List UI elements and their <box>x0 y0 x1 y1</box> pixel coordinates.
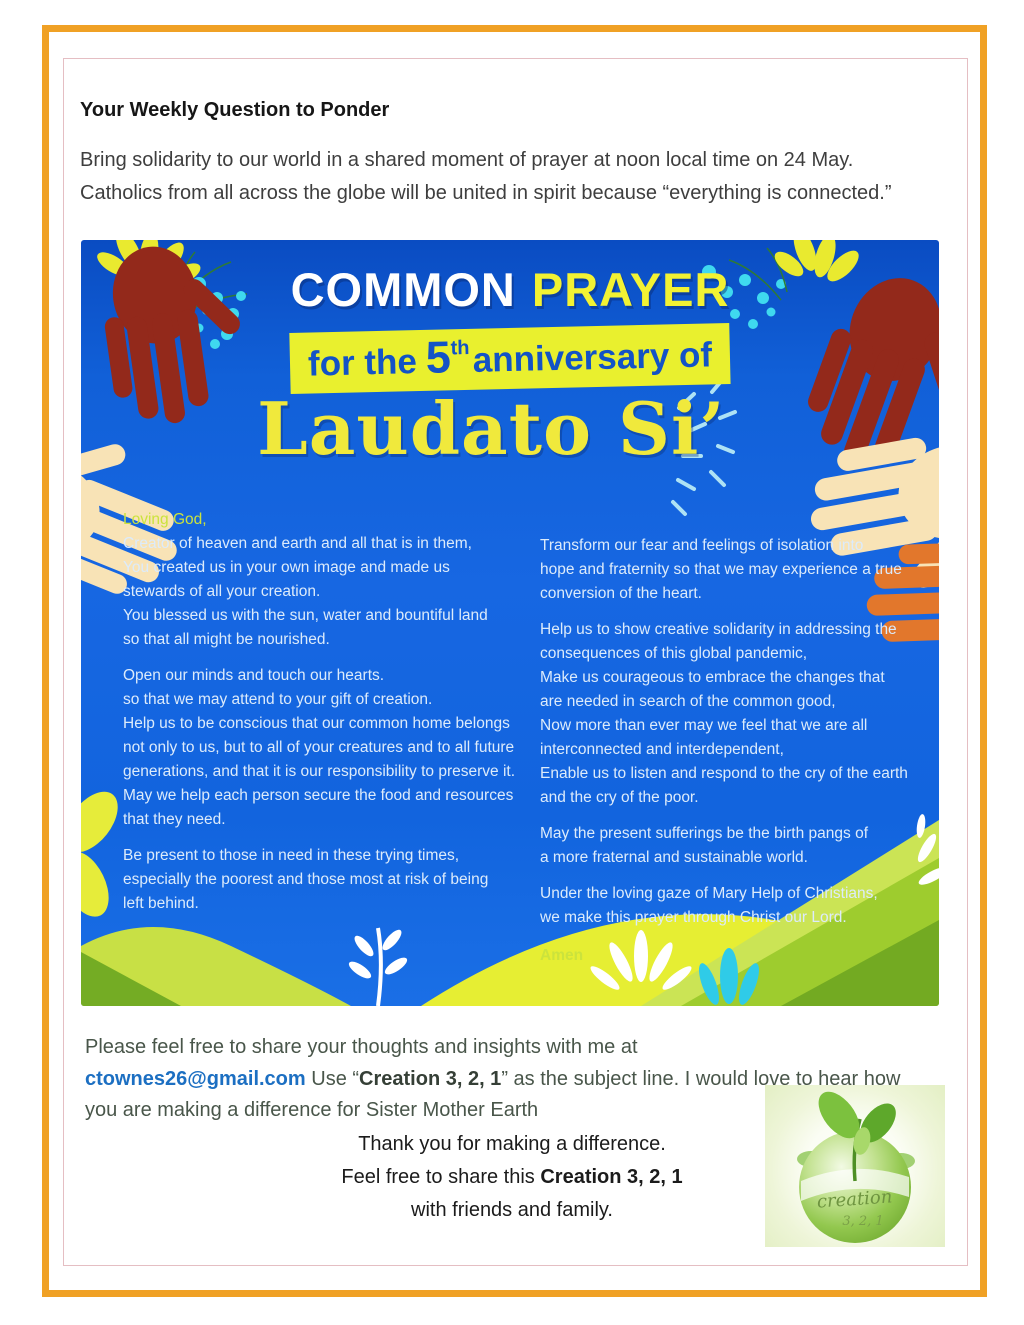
prayer-line: May the present sufferings be the birth pangs of <box>540 825 868 842</box>
prayer-paragraph <box>123 664 527 832</box>
share-mid: Use “ <box>305 1067 360 1090</box>
email-link[interactable]: ctownes26@gmail.com <box>85 1067 306 1090</box>
prayer-paragraph <box>540 882 939 930</box>
prayer-line: interconnected and interdependent, <box>540 741 784 758</box>
closing-line-3: with friends and family. <box>411 1199 613 1221</box>
prayer-line: Transform our fear and feelings of isolation into <box>540 537 864 554</box>
prayer-paragraph <box>123 532 527 652</box>
subtitle-prefix: for the <box>307 342 418 384</box>
prayer-line: conversion of the heart. <box>540 585 702 602</box>
subtitle-ordinal: th <box>450 336 470 360</box>
prayer-salutation: Loving God, <box>123 511 207 528</box>
globe-caption: creation <box>816 1186 894 1213</box>
prayer-column-left <box>123 508 527 928</box>
white-sprig-icon <box>346 927 409 1006</box>
prayer-line: a more fraternal and sustainable world. <box>540 849 808 866</box>
poster-main-title: Laudato Si’ <box>257 386 726 471</box>
globe-caption-numbers: 3, 2, 1 <box>842 1214 884 1229</box>
prayer-line: You blessed us with the sun, water and bountiful land <box>123 607 488 624</box>
prayer-line: especially the poorest and those most at risk of being <box>123 871 489 888</box>
prayer-line: so that we may attend to your gift of creation. <box>123 691 433 708</box>
closing-line-2-text: Feel free to share this <box>341 1166 541 1188</box>
closing-line-1: Thank you for making a difference. <box>358 1133 666 1155</box>
prayer-line: You created us in your own image and made us <box>123 559 450 576</box>
prayer-line: May we help each person secure the food and resources <box>123 787 514 804</box>
prayer-paragraph <box>540 618 939 810</box>
prayer-line: Help us to show creative solidarity in addressing the <box>540 621 897 638</box>
prayer-line: Enable us to listen and respond to the cry of the earth <box>540 765 908 782</box>
poster-subtitle-banner <box>289 323 730 394</box>
prayer-paragraph <box>540 822 939 870</box>
poster-title-prayer: PRAYER <box>531 263 730 316</box>
closing-line-2 <box>232 1161 792 1194</box>
prayer-line: and the cry of the poor. <box>540 789 699 806</box>
prayer-line: Creator of heaven and earth and all that is in them, <box>123 535 472 552</box>
subtitle-suffix: anniversary of <box>472 335 713 380</box>
prayer-line: Under the loving gaze of Mary Help of Christians, <box>540 885 878 902</box>
closing-line-2-bold: Creation 3, 2, 1 <box>540 1166 683 1188</box>
prayer-line: left behind. <box>123 895 199 912</box>
closing-message <box>232 1128 792 1227</box>
poster-image <box>81 240 939 1006</box>
page-title: Your Weekly Question to Ponder <box>80 99 390 122</box>
prayer-line: Open our minds and touch our hearts. <box>123 667 385 684</box>
prayer-line: not only to us, but to all of your creatures and to all future <box>123 739 515 756</box>
prayer-paragraph <box>123 844 527 916</box>
share-paragraph <box>85 1032 933 1127</box>
prayer-line: stewards of all your creation. <box>123 583 321 600</box>
yellow-petals-icon <box>81 782 128 924</box>
intro-paragraph: Bring solidarity to our world in a shared moment of prayer at noon local time on 24 May. Catholics from all across the globe will be united in spirit because “everything is connected.” <box>80 149 892 204</box>
prayer-line: we make this prayer through Christ our Lord. <box>540 909 847 926</box>
prayer-line: are needed in search of the common good, <box>540 693 836 710</box>
prayer-line: Help us to be conscious that our common home belongs <box>123 715 510 732</box>
prayer-line: that they need. <box>123 811 226 828</box>
prayer-line: generations, and that it is our responsibility to preserve it. <box>123 763 516 780</box>
subtitle-number: 5 <box>425 331 452 383</box>
prayer-amen: Amen <box>540 947 584 964</box>
poster-title-common: COMMON <box>290 263 516 316</box>
share-prefix: Please feel free to share your thoughts and insights with me at <box>85 1036 638 1058</box>
prayer-line: Be present to those in need in these trying times, <box>123 847 460 864</box>
prayer-column-right <box>540 534 939 968</box>
prayer-line: consequences of this global pandemic, <box>540 645 808 662</box>
share-suffix: ” as the subject line. I would love to hear how you are making a difference for Sister Mother Earth <box>85 1067 901 1121</box>
prayer-line: Make us courageous to embrace the changes that <box>540 669 885 686</box>
share-subject: Creation 3, 2, 1 <box>359 1067 502 1090</box>
prayer-paragraph <box>540 534 939 606</box>
prayer-line: Now more than ever may we feel that we are all <box>540 717 868 734</box>
poster-title <box>81 262 939 317</box>
prayer-line: so that all might be nourished. <box>123 631 330 648</box>
prayer-line: hope and fraternity so that we may experience a true <box>540 561 902 578</box>
